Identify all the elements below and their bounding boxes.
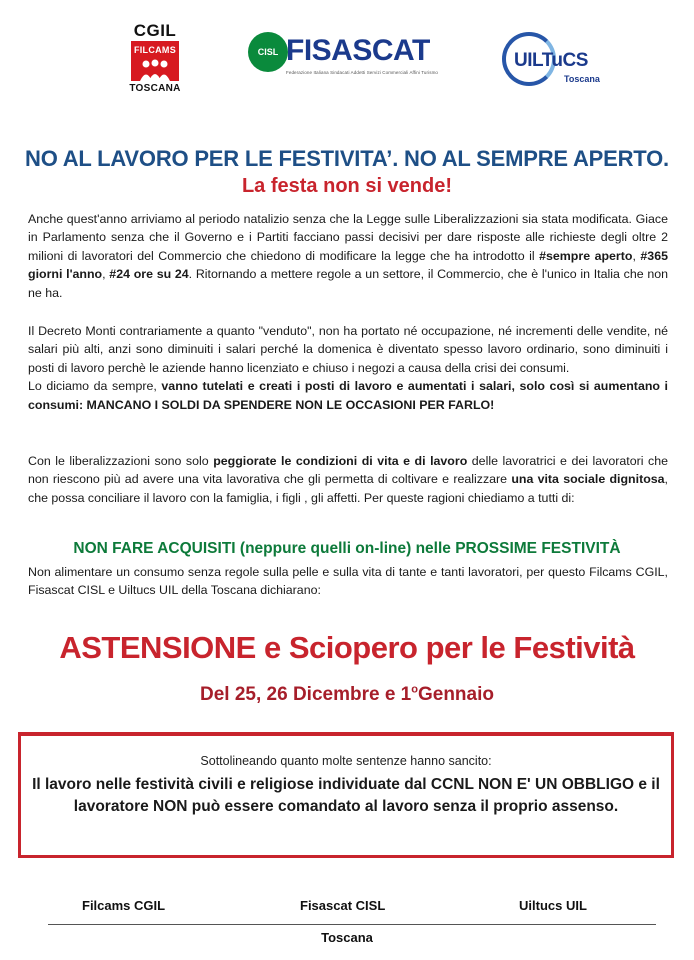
text-span: Anche quest'anno arriviamo al periodo natalizio senza che la Legge sulle Liberalizzazioni sia stata modificata. Giace in Parlamento senza che il Governo e i Partiti facciano passi decisivi per dare risposte alle richieste degli oltre 2 milioni di lavoratori del Commercio che chiedono di modificare la legge che ha introdotto il (28, 212, 668, 263)
text-span: delle lavoratrici e dei lavoratori che non riescono più ad avere una vita lavorativa che gli permetta di coltivare e realizzare (28, 454, 668, 487)
hashtag-365-giorni: #365 giorni l'anno (28, 248, 668, 282)
text-span: . Ritornando a mettere regole a un settore, il Commercio, che è l'unico in Italia che non ne ha. (28, 267, 668, 300)
fisascat-cisl-logo (248, 30, 448, 80)
main-headline: NO AL LAVORO PER LE FESTIVITA’. NO AL SEMPRE APERTO. (25, 146, 669, 171)
cgil-filcams-logo (128, 22, 182, 94)
paragraph-conditions (28, 452, 668, 507)
dates-text: Del 25, 26 Dicembre e 1 (200, 684, 412, 705)
signature-filcams: Filcams CGIL (82, 898, 166, 913)
hashtag-24-ore: #24 ore su 24 (109, 267, 189, 282)
strike-title: ASTENSIONE e Sciopero per le Festività (59, 630, 635, 665)
paragraph-declaration: Non alimentare un consumo senza regole sulla pelle e sulla vita di tante e tanti lavoratori, per questo Filcams CGIL, Fisascat CISL e Uiltucs UIL della Toscana dichiarano: (28, 565, 668, 598)
uiltucs-logo (502, 32, 612, 92)
call-to-action: NON FARE ACQUISITI (neppure quelli on-line) nelle PROSSIME FESTIVITÀ (73, 540, 621, 557)
text-span: Con le liberalizzazioni sono solo (28, 454, 214, 468)
cisl-logo-circle: CISL (248, 32, 288, 72)
box-lead-text: Sottolineando quanto molte sentenze hanno sancito: (200, 754, 492, 768)
sub-headline: La festa non si vende! (241, 175, 453, 197)
emphasis-text: peggiorate le condizioni di vita e di lavoro (213, 454, 468, 468)
box-statement: Il lavoro nelle festività civili e religiose individuate dal CCNL NON E' UN OBBLIGO e il lavoratore NON può essere comandato al lavoro senza il proprio assenso. (32, 776, 660, 815)
text-span: , (102, 267, 110, 282)
text-span: Lo diciamo da sempre, (28, 379, 162, 394)
text-span: , che possa conciliare il lavoro con la famiglia, i figli , gli affetti. Per queste ragioni chiediamo a tutti di: (28, 472, 668, 505)
emphasis-text: vanno tutelati e creati i posti di lavoro e aumentati i salari, solo così si aumentano i consumi: MANCANO I SOLDI DA SPENDERE NON LE OCCASIONI PER FARLO! (28, 379, 669, 412)
strike-dates (0, 684, 694, 706)
text-span: Il Decreto Monti contrariamente a quanto "venduto", non ha portato né occupazione, né incrementi delle vendite, né salari più alti, anzi sono diminuiti i salari perché la domenica è diventato spesso lavoro ordinario, sono diminuiti i posti di lavoro perchè le aziende hanno licenziato e chiuso i negozi a causa della crisi dei consumi. (28, 324, 668, 375)
ordinal-marker: o (411, 683, 418, 696)
filcams-red-block (131, 41, 179, 81)
fisascat-logo-text: FISASCAT (286, 34, 430, 67)
region-label: Toscana (321, 930, 373, 945)
hashtag-sempre-aperto: #sempre aperto (539, 248, 633, 263)
paragraph-decreto-monti (28, 322, 668, 414)
uiltucs-region-text: Toscana (564, 74, 600, 84)
paragraph-liberalizations (28, 210, 668, 302)
fisascat-subtitle: Federazione Italiana Sindacati Addetti Servizi Commerciali Affini Turismo (286, 70, 439, 75)
dates-month: Gennaio (417, 684, 494, 705)
legal-statement-box (18, 732, 674, 858)
divider (48, 924, 656, 925)
logo-header (0, 0, 694, 120)
text-span: , (632, 248, 641, 263)
cgil-region-text: TOSCANA (129, 83, 181, 94)
signature-fisascat: Fisascat CISL (300, 898, 386, 913)
uiltucs-logo-text: UILTuCS (514, 50, 588, 71)
cgil-logo-text: CGIL (133, 21, 177, 40)
emphasis-text: una vita sociale dignitosa (511, 472, 665, 487)
workers-silhouette-icon (137, 59, 173, 81)
signature-uiltucs: Uiltucs UIL (519, 898, 587, 913)
filcams-logo-text: FILCAMS (133, 45, 177, 55)
